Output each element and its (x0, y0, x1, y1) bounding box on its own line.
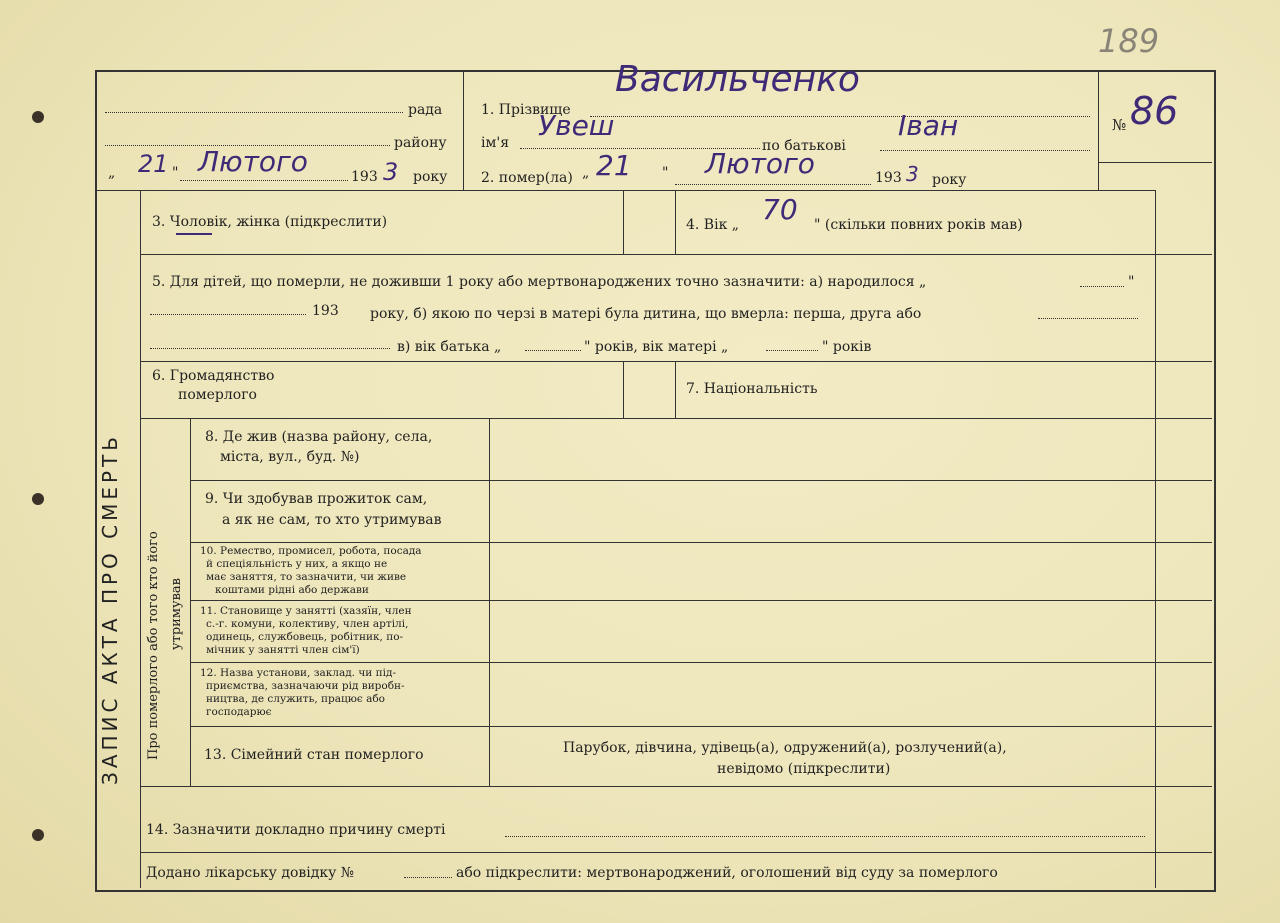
death-roku: року (932, 172, 967, 188)
f5-born-line (1080, 286, 1124, 287)
register-month: Лютого (198, 145, 308, 178)
vertical-subtitle-2: утримував (169, 578, 184, 650)
death-close-quote: " (662, 165, 669, 181)
patronymic-value: Іван (898, 109, 959, 142)
row-line (140, 786, 1212, 787)
field-7: 7. Національність (686, 381, 818, 397)
field-12-c: ництва, де служить, працює або (206, 693, 386, 705)
header-divider-v2 (1098, 72, 1099, 190)
field-10-b: й спеціяльність у них, а якщо не (206, 558, 388, 570)
row-line (190, 542, 1212, 543)
f5-line3-b: " років, вік матері „ (584, 339, 729, 355)
patronymic-label: по батькові (762, 138, 846, 154)
field-8-b: міста, вул., буд. №) (220, 449, 360, 465)
cell-divider (675, 190, 676, 254)
cell-divider (675, 361, 676, 418)
cell-divider (623, 361, 624, 418)
record-number-label: № (1112, 116, 1127, 134)
f5-order-line (1038, 318, 1138, 319)
age-value: 70 (762, 193, 798, 226)
field-6-b: померлого (178, 387, 257, 403)
death-month: Лютого (705, 147, 815, 180)
punch-hole (32, 111, 44, 123)
archive-page-number: 189 (1098, 22, 1160, 60)
row-line (190, 480, 1212, 481)
surname-value: Васильченко (615, 59, 860, 100)
surname-line (590, 116, 1090, 117)
field-11-c: одинець, службовець, робітник, по- (206, 631, 404, 643)
field-12-a: 12. Назва установи, заклад. чи під- (200, 667, 396, 679)
label-value-divider (489, 418, 490, 786)
row-line (140, 852, 1212, 853)
death-year-suffix: 3 (906, 162, 919, 186)
punch-hole (32, 493, 44, 505)
date-line (180, 180, 348, 181)
death-year-prefix: 193 (875, 170, 902, 186)
form-frame (95, 70, 1216, 892)
field-4-prefix: 4. Вік „ (686, 217, 740, 233)
row-line (190, 662, 1212, 663)
field-13-options-a: Парубок, дівчина, удівець(а), одружений(а), розлучений(а), (563, 740, 1007, 756)
field-10-c: має заняття, то зазначити, чи живе (206, 571, 407, 583)
f5-line1-end: " (1128, 274, 1135, 290)
death-open-quote: „ (582, 165, 590, 181)
vertical-subtitle-1: Про померлого або того кто його (146, 531, 161, 760)
field-4-suffix: " (скільки повних років мав) (814, 217, 1023, 233)
field-14: 14. Зазначити докладно причину смерті (146, 822, 446, 838)
subgroup-divider (190, 418, 191, 786)
rada-line (105, 112, 403, 113)
field-11-b: с.-г. комуни, колективу, член артілі, (206, 618, 409, 630)
field-13-options-b: невідомо (підкреслити) (717, 761, 891, 777)
register-roku: року (413, 169, 448, 185)
field-9-b: а як не сам, то хто утримував (222, 512, 442, 528)
register-day: 21 (138, 150, 169, 178)
f5-year: 193 (312, 303, 339, 319)
row-line (190, 600, 1212, 601)
row-line (140, 254, 1212, 255)
field-11-a: 11. Становище у занятті (хазяїн, член (200, 605, 412, 617)
surname-label: 1. Прізвище (481, 102, 571, 118)
f5-line2: року, б) якою по черзі в матері була дитина, що вмерла: перша, друга або (370, 306, 922, 322)
field-6-a: 6. Громадянство (152, 368, 275, 384)
f5-line3-c: " років (822, 339, 872, 355)
field-8-a: 8. Де жив (назва району, села, (205, 429, 433, 445)
date-open-quote: „ (108, 165, 116, 181)
record-number: 86 (1130, 89, 1179, 133)
name-label: ім'я (481, 135, 510, 151)
row-line (140, 418, 1212, 419)
header-divider (95, 190, 1155, 191)
field-5-line1: 5. Для дітей, що померли, не доживши 1 року або мертвонароджених точно зазначити: а) народилося „ (152, 274, 927, 290)
field-9-a: 9. Чи здобував прожиток сам, (205, 491, 428, 507)
punch-hole (32, 829, 44, 841)
vertical-title: ЗАПИС АКТА ПРО СМЕРТЬ (98, 432, 122, 785)
date-close-quote: " (172, 165, 179, 181)
field-12-d: господарює (206, 706, 272, 718)
f5-line3-lead (150, 348, 390, 349)
field-10-d: коштами рідні або держави (215, 584, 369, 596)
row-line (140, 361, 1212, 362)
field-12-b: приємства, зазначаючи рід виробн- (206, 680, 405, 692)
f5-date-line (150, 314, 306, 315)
patronymic-line (880, 150, 1090, 151)
death-day: 21 (596, 149, 632, 182)
cell-divider (623, 190, 624, 254)
sidebar-divider (140, 190, 141, 888)
header-divider-v1 (463, 72, 464, 190)
mother-age-line (766, 350, 818, 351)
rayonu-label: району (394, 135, 447, 151)
certificate-number-line (404, 877, 452, 878)
footer-certificate: Додано лікарську довідку № (146, 865, 355, 881)
death-date-label: 2. помер(ла) (481, 170, 573, 186)
right-margin-divider (1155, 190, 1156, 888)
death-date-line (675, 184, 871, 185)
number-box-bottom (1098, 162, 1212, 163)
field-11-d: мічник у занятті член сім'ї) (206, 644, 360, 656)
name-value: Увеш (538, 109, 615, 142)
cause-of-death-line (505, 836, 1145, 837)
row-line (190, 726, 1212, 727)
field-13: 13. Сімейний стан померлого (204, 747, 424, 763)
footer-options: або підкреслити: мертвонароджений, оголошений від суду за померлого (456, 865, 998, 881)
field-3-sex: 3. Чоловік, жінка (підкреслити) (152, 214, 388, 230)
f5-line3-a: в) вік батька „ (397, 339, 502, 355)
register-year-suffix: 3 (383, 158, 399, 186)
father-age-line (525, 350, 581, 351)
register-year-prefix: 193 (351, 169, 378, 185)
rada-label: рада (408, 102, 443, 118)
field-10-a: 10. Ремество, промисел, робота, посада (200, 545, 422, 557)
sex-underline (176, 233, 212, 235)
